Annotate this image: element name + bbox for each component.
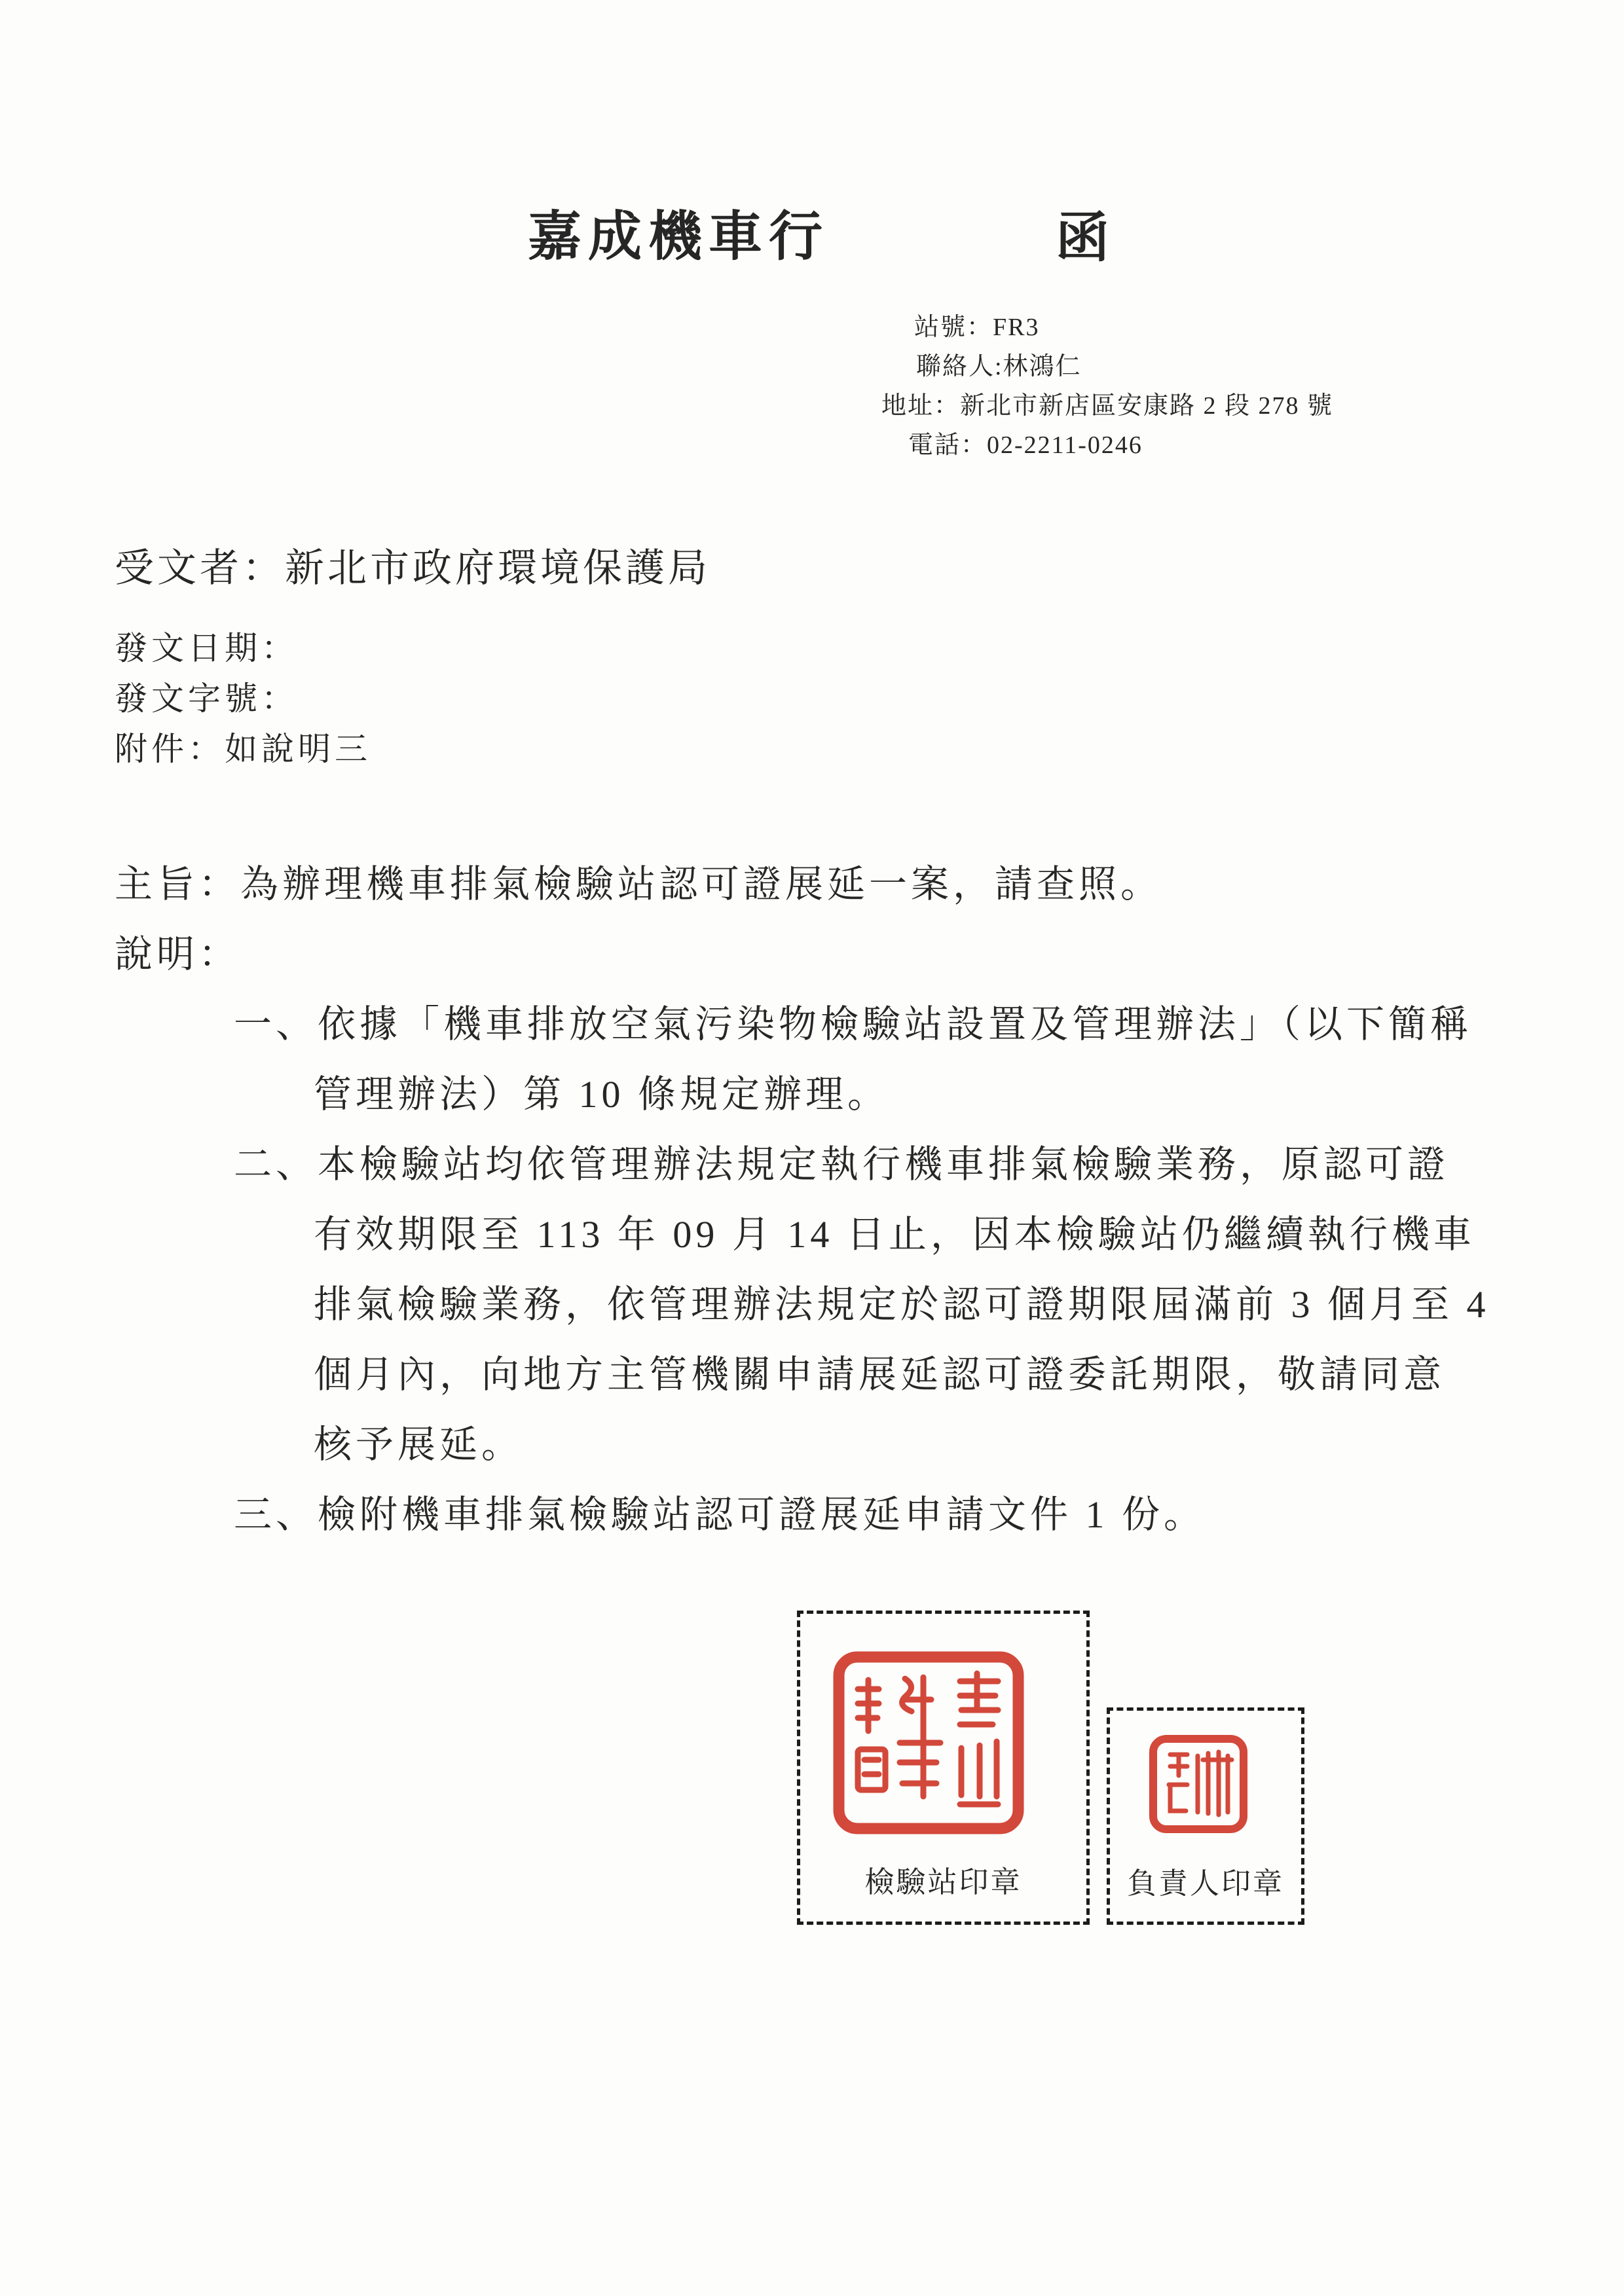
recipient-line: 受文者：新北市政府環境保護局: [115, 547, 710, 590]
item-3-line-1: 三、檢附機車排氣檢驗站認可證展延申請文件 1 份。: [234, 1493, 1206, 1536]
item-1-line-1: 一、依據「機車排放空氣污染物檢驗站設置及管理辦法」（以下簡稱: [234, 1003, 1473, 1046]
manager-seal-image: [1148, 1734, 1249, 1834]
sender-phone: 電話：02-2211-0246: [908, 431, 1143, 459]
manager-seal-label: 負責人印章: [1126, 1867, 1284, 1900]
doc-number-line: 發文字號：: [115, 680, 298, 717]
issue-date-line: 發文日期：: [115, 630, 298, 666]
subject-line: 主旨：為辦理機車排氣檢驗站認可證展延一案，請查照。: [115, 863, 1163, 905]
station-seal-box: [797, 1611, 1090, 1925]
station-seal-image: [832, 1650, 1025, 1836]
doc-type-title: 函: [1056, 208, 1116, 268]
item-2-line-5: 核予展延。: [314, 1423, 524, 1466]
item-2-line-4: 個月內，向地方主管機關申請展延認可證委託期限，敬請同意: [314, 1353, 1446, 1396]
item-1-line-2: 管理辦法）第 10 條規定辦理。: [314, 1073, 890, 1116]
station-number: 站號：FR3: [914, 314, 1040, 341]
sender-address: 地址：新北市新店區安康路 2 段 278 號: [881, 392, 1334, 420]
item-2-line-3: 排氣檢驗業務，依管理辦法規定於認可證期限屆滿前 3 個月至 4: [314, 1283, 1490, 1326]
manager-seal-box: [1107, 1707, 1304, 1925]
contact-person: 聯絡人:林鴻仁: [916, 353, 1082, 380]
item-2-line-1: 二、本檢驗站均依管理辦法規定執行機車排氣檢驗業務，原認可證: [234, 1143, 1450, 1186]
item-2-line-2: 有效期限至 113 年 09 月 14 日止，因本檢驗站仍繼續執行機車: [314, 1213, 1475, 1256]
attachment-line: 附件：如說明三: [115, 731, 371, 767]
sender-name-title: 嘉成機車行: [528, 207, 830, 266]
explanation-heading: 說明：: [115, 933, 241, 975]
station-seal-label: 檢驗站印章: [864, 1866, 1022, 1899]
